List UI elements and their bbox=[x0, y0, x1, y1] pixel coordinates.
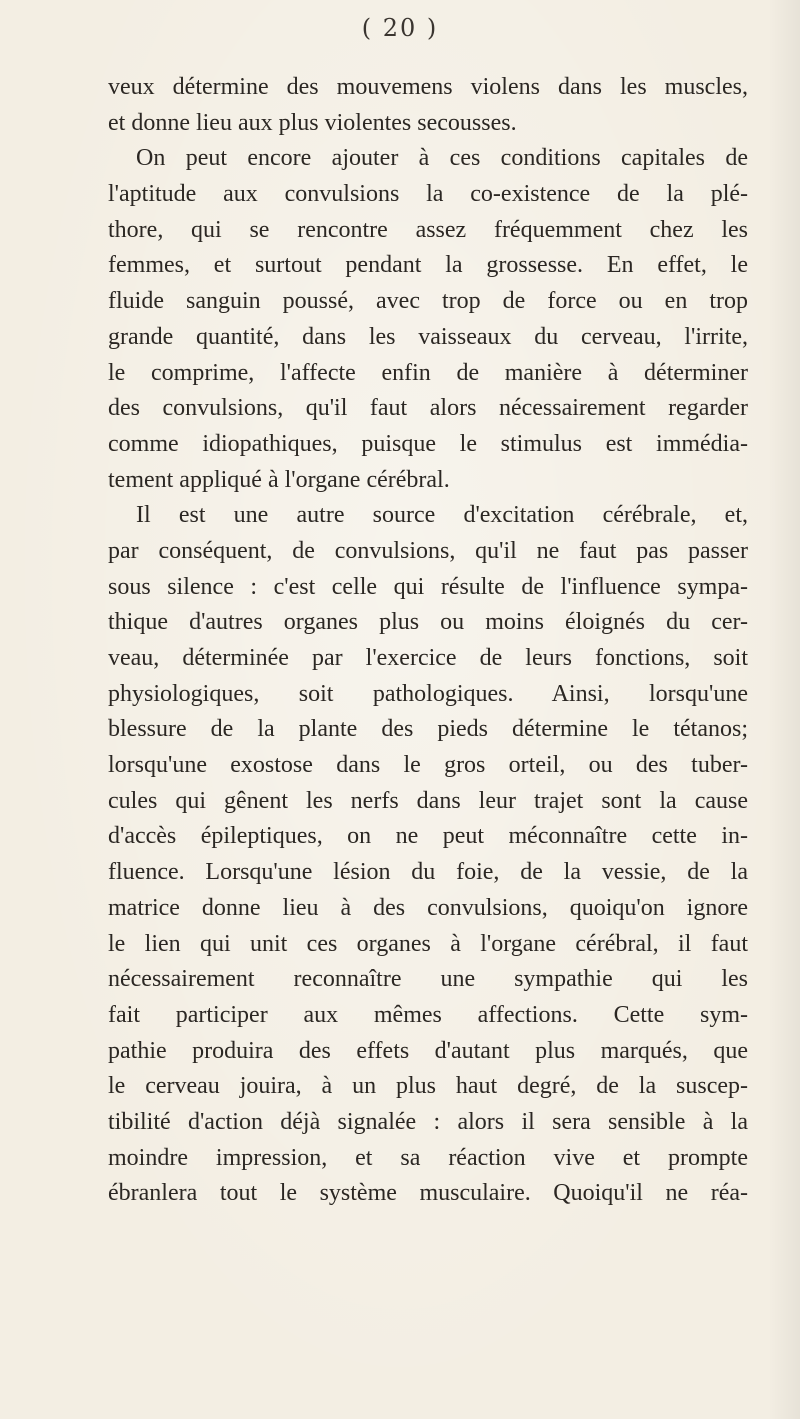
text-line: sous silence : c'est celle qui résulte de l'influence sympa- bbox=[108, 573, 748, 600]
text-line: le comprime, l'affecte enfin de manière à déterminer bbox=[108, 359, 748, 386]
text-line: comme idiopathiques, puisque le stimulus est immédia- bbox=[108, 430, 748, 457]
text-line: d'accès épileptiques, on ne peut méconnaître cette in- bbox=[108, 823, 748, 850]
text-line: thique d'autres organes plus ou moins éloignés du cer- bbox=[108, 609, 748, 636]
text-line: moindre impression, et sa réaction vive et prompte bbox=[108, 1144, 748, 1171]
text-line: blessure de la plante des pieds détermine le tétanos; bbox=[108, 716, 748, 743]
page-number: ( 20 ) bbox=[361, 14, 439, 42]
text-line: grande quantité, dans les vaisseaux du cerveau, l'irrite, bbox=[108, 323, 748, 350]
text-line: cules qui gênent les nerfs dans leur trajet sont la cause bbox=[108, 787, 748, 814]
text-line: On peut encore ajouter à ces conditions capitales de bbox=[136, 145, 748, 172]
text-line: thore, qui se rencontre assez fréquemment chez les bbox=[108, 216, 748, 243]
text-line: l'aptitude aux convulsions la co-existence de la plé- bbox=[108, 181, 748, 208]
text-line: ébranlera tout le système musculaire. Quoiqu'il ne réa- bbox=[108, 1180, 748, 1207]
text-line: lorsqu'une exostose dans le gros orteil, ou des tuber- bbox=[108, 752, 748, 779]
text-line: des convulsions, qu'il faut alors nécessairement regarder bbox=[108, 395, 748, 422]
text-line: tement appliqué à l'organe cérébral. bbox=[108, 466, 450, 493]
text-line: le cerveau jouira, à un plus haut degré, de la suscep- bbox=[108, 1073, 748, 1100]
text-line: le lien qui unit ces organes à l'organe cérébral, il faut bbox=[108, 930, 748, 957]
text-line: tibilité d'action déjà signalée : alors il sera sensible à la bbox=[108, 1108, 748, 1135]
body-text bbox=[108, 70, 748, 1212]
text-line: fait participer aux mêmes affections. Cette sym- bbox=[108, 1001, 748, 1028]
text-line: femmes, et surtout pendant la grossesse. En effet, le bbox=[108, 252, 748, 279]
text-line: fluide sanguin poussé, avec trop de force ou en trop bbox=[108, 288, 748, 315]
text-line: veux détermine des mouvemens violens dans les muscles, bbox=[108, 74, 748, 100]
text-line: veau, déterminée par l'exercice de leurs fonctions, soit bbox=[108, 645, 748, 671]
text-line: nécessairement reconnaître une sympathie qui les bbox=[108, 966, 748, 993]
text-line: fluence. Lorsqu'une lésion du foie, de la vessie, de la bbox=[108, 859, 748, 886]
text-line: par conséquent, de convulsions, qu'il ne faut pas passer bbox=[108, 537, 748, 564]
text-line: Il est une autre source d'excitation cérébrale, et, bbox=[136, 502, 748, 529]
text-line: matrice donne lieu à des convulsions, quoiqu'on ignore bbox=[108, 894, 748, 921]
text-line: pathie produira des effets d'autant plus marqués, que bbox=[108, 1037, 748, 1064]
text-line: et donne lieu aux plus violentes secousses. bbox=[108, 109, 517, 136]
text-line: physiologiques, soit pathologiques. Ainsi, lorsqu'une bbox=[108, 680, 748, 707]
